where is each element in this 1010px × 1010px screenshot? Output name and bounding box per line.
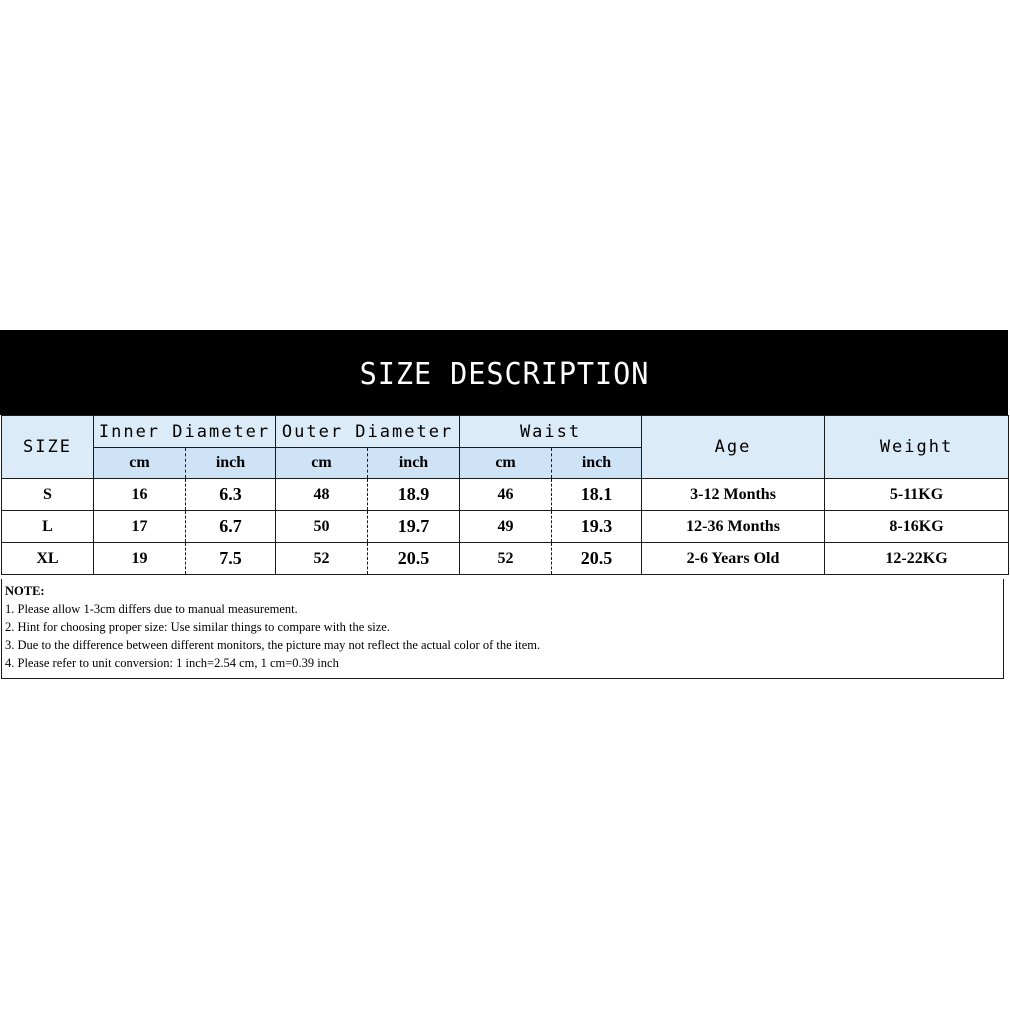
inner-cm-header: cm [94,448,186,479]
table-row [2,511,1009,543]
waist-inch-cell: 20.5 [552,543,642,575]
weight-cell: 5-11KG [825,479,1009,511]
inner-diameter-header: Inner Diameter [94,416,276,448]
age-header: Age [642,416,825,479]
notes-title: NOTE: [5,584,45,598]
inner-inch-header: inch [186,448,276,479]
header-row [2,416,1009,448]
inner-inch-cell: 6.3 [186,479,276,511]
note-item: 2. Hint for choosing proper size: Use similar things to compare with the size. [5,620,390,634]
waist-inch-cell: 18.1 [552,479,642,511]
outer-inch-cell: 19.7 [368,511,460,543]
inner-cm-cell: 19 [94,543,186,575]
inner-inch-cell: 7.5 [186,543,276,575]
outer-inch-header: inch [368,448,460,479]
waist-cm-cell: 52 [460,543,552,575]
outer-cm-header: cm [276,448,368,479]
notes-box [1,579,1004,679]
size-cell: XL [2,543,94,575]
size-cell: L [2,511,94,543]
note-item: 4. Please refer to unit conversion: 1 inch=2.54 cm, 1 cm=0.39 inch [5,656,339,670]
age-cell: 12-36 Months [642,511,825,543]
inner-inch-cell: 6.7 [186,511,276,543]
table-row [2,479,1009,511]
outer-inch-cell: 18.9 [368,479,460,511]
table-row [2,543,1009,575]
weight-header: Weight [825,416,1009,479]
inner-cm-cell: 17 [94,511,186,543]
waist-cm-cell: 46 [460,479,552,511]
note-item: 3. Due to the difference between different monitors, the picture may not reflect the actual color of the item. [5,638,541,652]
outer-cm-cell: 48 [276,479,368,511]
outer-cm-cell: 50 [276,511,368,543]
weight-cell: 8-16KG [825,511,1009,543]
waist-inch-header: inch [552,448,642,479]
note-item: 1. Please allow 1-3cm differs due to manual measurement. [5,602,298,616]
outer-cm-cell: 52 [276,543,368,575]
inner-cm-cell: 16 [94,479,186,511]
size-header: SIZE [2,416,94,479]
waist-cm-header: cm [460,448,552,479]
age-cell: 3-12 Months [642,479,825,511]
weight-cell: 12-22KG [825,543,1009,575]
waist-cm-cell: 49 [460,511,552,543]
size-table [1,415,1009,575]
size-cell: S [2,479,94,511]
waist-inch-cell: 19.3 [552,511,642,543]
waist-header: Waist [460,416,642,448]
outer-inch-cell: 20.5 [368,543,460,575]
outer-diameter-header: Outer Diameter [276,416,460,448]
page-title: SIZE DESCRIPTION [359,357,649,392]
age-cell: 2-6 Years Old [642,543,825,575]
title-banner [0,330,1008,415]
